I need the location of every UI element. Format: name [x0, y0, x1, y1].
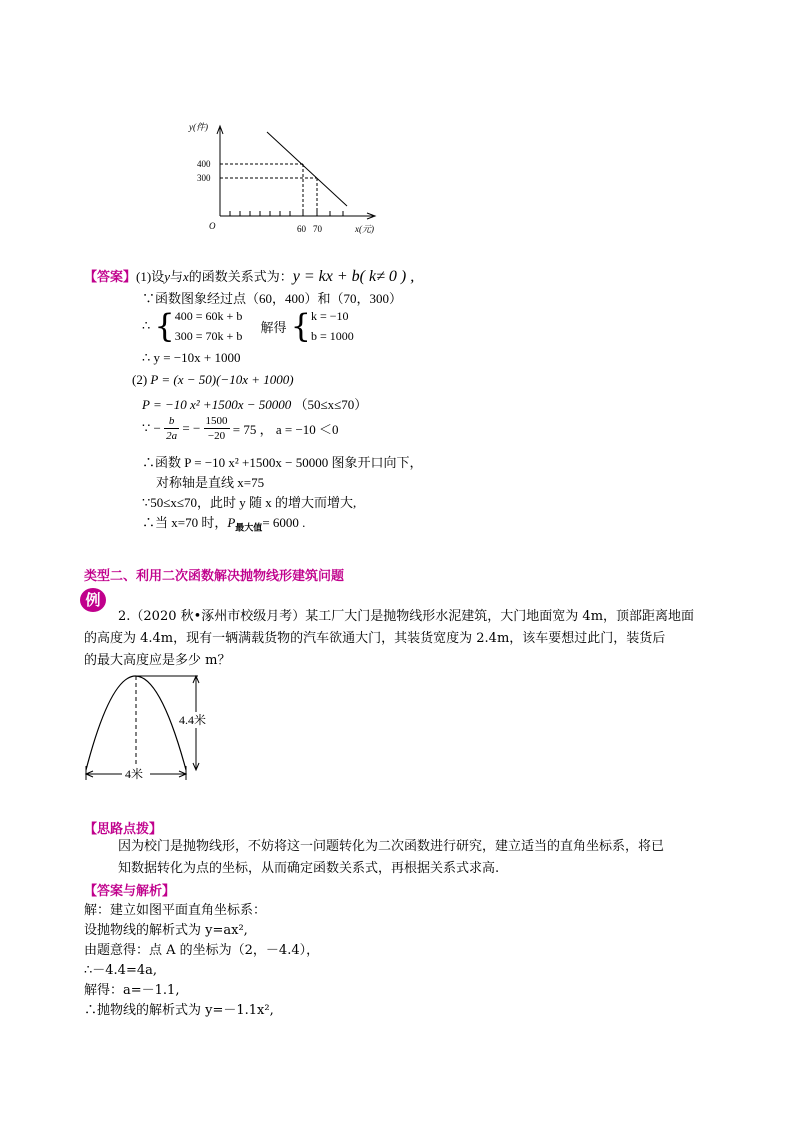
x-tick-60: 60 — [297, 224, 306, 234]
solution-line: ∴－4.4=4a, — [84, 963, 157, 978]
vertex-tail: = 75 ， a = −10 ＜0 — [232, 422, 339, 437]
answer-line1-mid2: 的函数关系式为： — [188, 269, 293, 284]
equation-system-row — [142, 306, 354, 346]
part2-label: (2) — [132, 372, 148, 387]
system-1-eq-b: 300 = 70k + b — [174, 329, 243, 343]
system-2 — [311, 306, 354, 346]
max-subscript: 最大值 — [235, 522, 263, 533]
solve-label: 解得 — [260, 319, 287, 335]
y-tick-300: 300 — [197, 173, 211, 183]
p-expanded: P = −10 x² +1500x − 50000 — [142, 397, 292, 412]
question-line-3: 的最大高度应是多少 m？ — [84, 653, 231, 668]
answer-line1-mid: 与 — [169, 269, 183, 284]
demand-line — [267, 132, 347, 206]
solution-line: 解得：a=－1.1, — [84, 983, 180, 998]
x-axis-label: x(元) — [355, 224, 374, 234]
answer-line1-prefix: (1)设 — [136, 269, 165, 284]
solution-line: 由题意得：点 A 的坐标为（2，－4.4）， — [84, 943, 320, 958]
linear-formula: y = kx + b( k≠ 0 ) , — [292, 268, 415, 285]
fraction-b-over-2a — [164, 414, 179, 443]
answer-line-2: ∵函数图象经过点（60，400）和（70，300） — [142, 291, 403, 306]
p-range: （50≤x≤70） — [294, 397, 368, 412]
var-y: y — [164, 269, 170, 284]
system-2-eq-b: b = 1000 — [310, 329, 354, 343]
var-x: x — [182, 269, 189, 284]
max-prefix: ∴当 x=70 时， — [142, 515, 228, 530]
part2-line — [132, 372, 294, 388]
frac2-num: 1500 — [205, 415, 228, 427]
x-tick-70: 70 — [313, 224, 322, 234]
solution-line: 解：建立如图平面直角坐标系： — [84, 903, 267, 918]
hint-line-1: 因为校门是抛物线形，不妨将这一问题转化为二次函数进行研究，建立适当的直角坐标系，将已 — [118, 839, 665, 854]
fraction-1500-over-neg20 — [204, 414, 230, 443]
question-line-1: 2.（2020 秋•涿州市校级月考）某工厂大门是抛物线形水泥建筑，大门地面宽为 4m，顶部距离地面 — [118, 609, 695, 624]
guide-lines — [220, 164, 317, 216]
p-expand-line — [142, 394, 367, 413]
hint-line-2: 知数据转化为点的坐标，从而确定函数关系式，再根据关系式求高. — [118, 861, 500, 876]
answer-tag: 【答案】 — [84, 270, 137, 285]
range-note-line: ∵50≤x≤70，此时 y 随 x 的增大而增大, — [142, 495, 357, 510]
question-line-2: 的高度为 4.4m，现有一辆满载货物的汽车欲通大门，其装货宽度为 2.4m，该车要想过此门，装货后 — [84, 631, 666, 646]
left-brace-1: { — [154, 307, 175, 345]
equals-minus: = − — [182, 420, 201, 436]
solution-tag: 【答案与解析】 — [84, 884, 176, 899]
y-axis-label: y(件) — [189, 122, 208, 132]
system-1 — [175, 306, 243, 346]
vertex-line — [142, 414, 339, 448]
max-value: = 6000 . — [262, 515, 306, 530]
because-symbol: ∵ − — [142, 420, 161, 436]
system-2-eq-a: k = −10 — [310, 309, 349, 323]
max-p: P — [227, 515, 236, 530]
left-brace-2: { — [290, 307, 311, 345]
origin-label: O — [209, 221, 216, 231]
solution-line: 设抛物线的解析式为 y=ax², — [84, 923, 248, 938]
frac1-den: 2a — [166, 430, 178, 442]
section-heading: 类型二、利用二次函数解决抛物线形建筑问题 — [84, 569, 345, 584]
example-badge: 例 — [80, 588, 106, 612]
x-axis-minor-ticks — [230, 211, 343, 216]
width-label: 4米 — [125, 767, 144, 781]
solution-line: ∴抛物线的解析式为 y=－1.1x², — [84, 1003, 274, 1018]
height-label: 4.4米 — [179, 713, 207, 727]
frac2-den: −20 — [207, 430, 226, 442]
demand-line-graph — [185, 110, 385, 240]
therefore-symbol: ∴ — [142, 318, 151, 333]
answer-line-4: ∴ y = −10x + 1000 — [142, 350, 241, 365]
frac1-num: b — [164, 414, 179, 429]
answer-line-1 — [84, 266, 414, 286]
hint-tag: 【思路点拨】 — [84, 822, 163, 837]
max-line — [142, 512, 305, 534]
parabola-gate-figure — [78, 670, 218, 786]
y-tick-400: 400 — [197, 159, 211, 169]
open-down-line: ∴函数 P = −10 x² +1500x − 50000 图象开口向下， — [142, 455, 423, 470]
system-1-eq-a: 400 = 60k + b — [174, 309, 243, 323]
part2-equation: P = (x − 50)(−10x + 1000) — [150, 372, 294, 387]
axis-line: 对称轴是直线 x=75 — [156, 475, 265, 490]
